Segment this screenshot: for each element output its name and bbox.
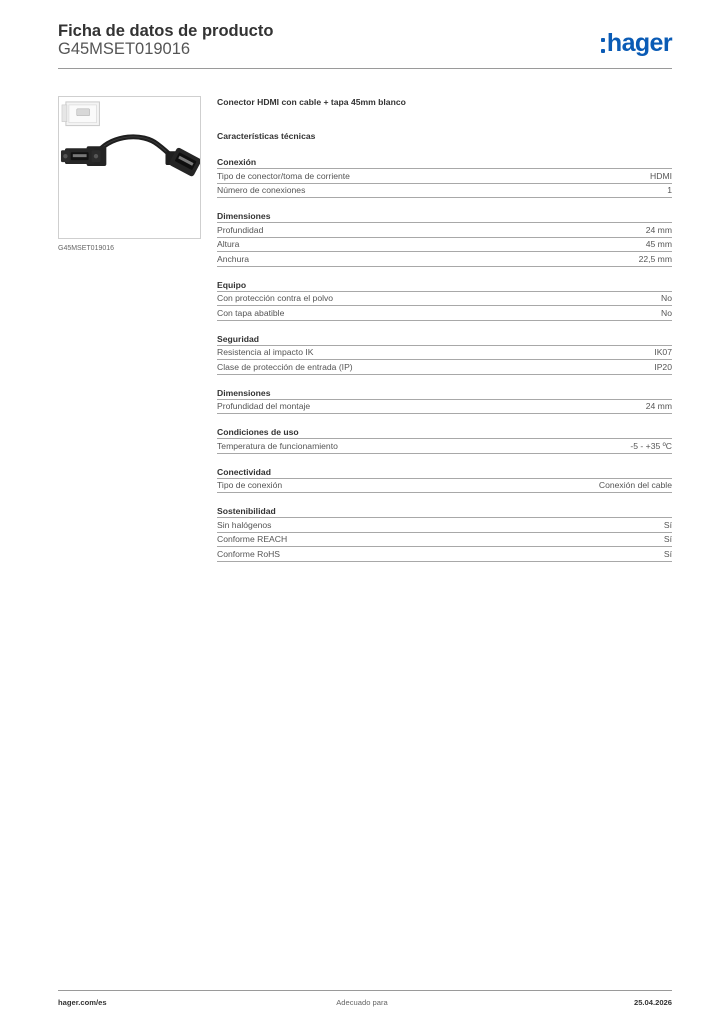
spec-label: Sin halógenos	[217, 519, 272, 530]
spec-row	[217, 518, 672, 533]
spec-label: Profundidad	[217, 224, 264, 235]
section-title: Seguridad	[217, 333, 672, 346]
spec-value: No	[661, 307, 672, 318]
spec-content	[217, 96, 672, 562]
spec-row	[217, 360, 672, 375]
spec-label: Anchura	[217, 253, 250, 264]
spec-row	[217, 439, 672, 454]
spec-row	[217, 184, 672, 199]
section-title: Conexión	[217, 156, 672, 169]
spec-row	[217, 306, 672, 321]
spec-row	[217, 346, 672, 361]
footer-divider	[58, 990, 672, 991]
spec-row	[217, 547, 672, 562]
footer-date: 25.04.2026	[633, 998, 672, 1007]
spec-label: Conforme RoHS	[217, 548, 281, 559]
hager-logo[interactable]	[601, 29, 672, 57]
spec-value: No	[661, 293, 672, 304]
product-image	[58, 96, 201, 239]
spec-label: Temperatura de funcionamiento	[217, 440, 338, 451]
spec-value: Conexión del cable	[598, 480, 672, 491]
section-title: Equipo	[217, 279, 672, 292]
spec-value: Sí	[663, 519, 672, 530]
spec-value: 24 mm	[645, 224, 672, 235]
spec-label: Conforme REACH	[217, 534, 288, 545]
spec-value: 45 mm	[645, 239, 672, 250]
spec-row	[217, 169, 672, 184]
footer-middle-text: Adecuado para	[336, 998, 388, 1007]
spec-label: Clase de protección de entrada (IP)	[217, 361, 353, 372]
spec-label: Con tapa abatible	[217, 307, 285, 318]
spec-value: IP20	[654, 361, 672, 372]
page-title: Ficha de datos de producto	[58, 22, 274, 40]
section-title: Condiciones de uso	[217, 426, 672, 439]
spec-row	[217, 238, 672, 253]
footer-website-link[interactable]: hager.com/es	[58, 998, 107, 1007]
spec-row	[217, 479, 672, 494]
spec-value: 1	[667, 185, 672, 196]
section-title: Sostenibilidad	[217, 505, 672, 518]
spec-row	[217, 252, 672, 267]
spec-label: Resistencia al impacto IK	[217, 347, 314, 358]
spec-label: Tipo de conector/toma de corriente	[217, 170, 350, 181]
spec-value: Sí	[663, 534, 672, 545]
spec-value: -5 - +35 ºC	[630, 440, 672, 451]
spec-value: 24 mm	[645, 401, 672, 412]
spec-label: Profundidad del montaje	[217, 401, 311, 412]
section-title: Dimensiones	[217, 387, 672, 400]
logo-text: hager	[606, 29, 672, 57]
image-caption: G45MSET019016	[58, 245, 115, 252]
spec-row	[217, 223, 672, 238]
spec-value: 22,5 mm	[638, 253, 672, 264]
product-code: G45MSET019016	[58, 40, 191, 58]
spec-sections	[217, 156, 672, 562]
product-title: Conector HDMI con cable + tapa 45mm blanco	[217, 97, 406, 107]
spec-label: Número de conexiones	[217, 185, 306, 196]
header-divider	[58, 68, 672, 69]
spec-value: HDMI	[650, 170, 672, 181]
section-title: Conectividad	[217, 466, 672, 479]
spec-heading: Características técnicas	[217, 131, 316, 141]
section-title: Dimensiones	[217, 210, 672, 223]
spec-label: Con protección contra el polvo	[217, 293, 334, 304]
spec-label: Altura	[217, 239, 240, 250]
spec-row	[217, 292, 672, 307]
logo-dots-icon	[601, 38, 605, 53]
spec-row	[217, 533, 672, 548]
spec-row	[217, 400, 672, 415]
spec-value: Sí	[663, 548, 672, 559]
spec-value: IK07	[654, 347, 672, 358]
spec-label: Tipo de conexión	[217, 480, 283, 491]
hdmi-connector-image	[59, 97, 200, 238]
